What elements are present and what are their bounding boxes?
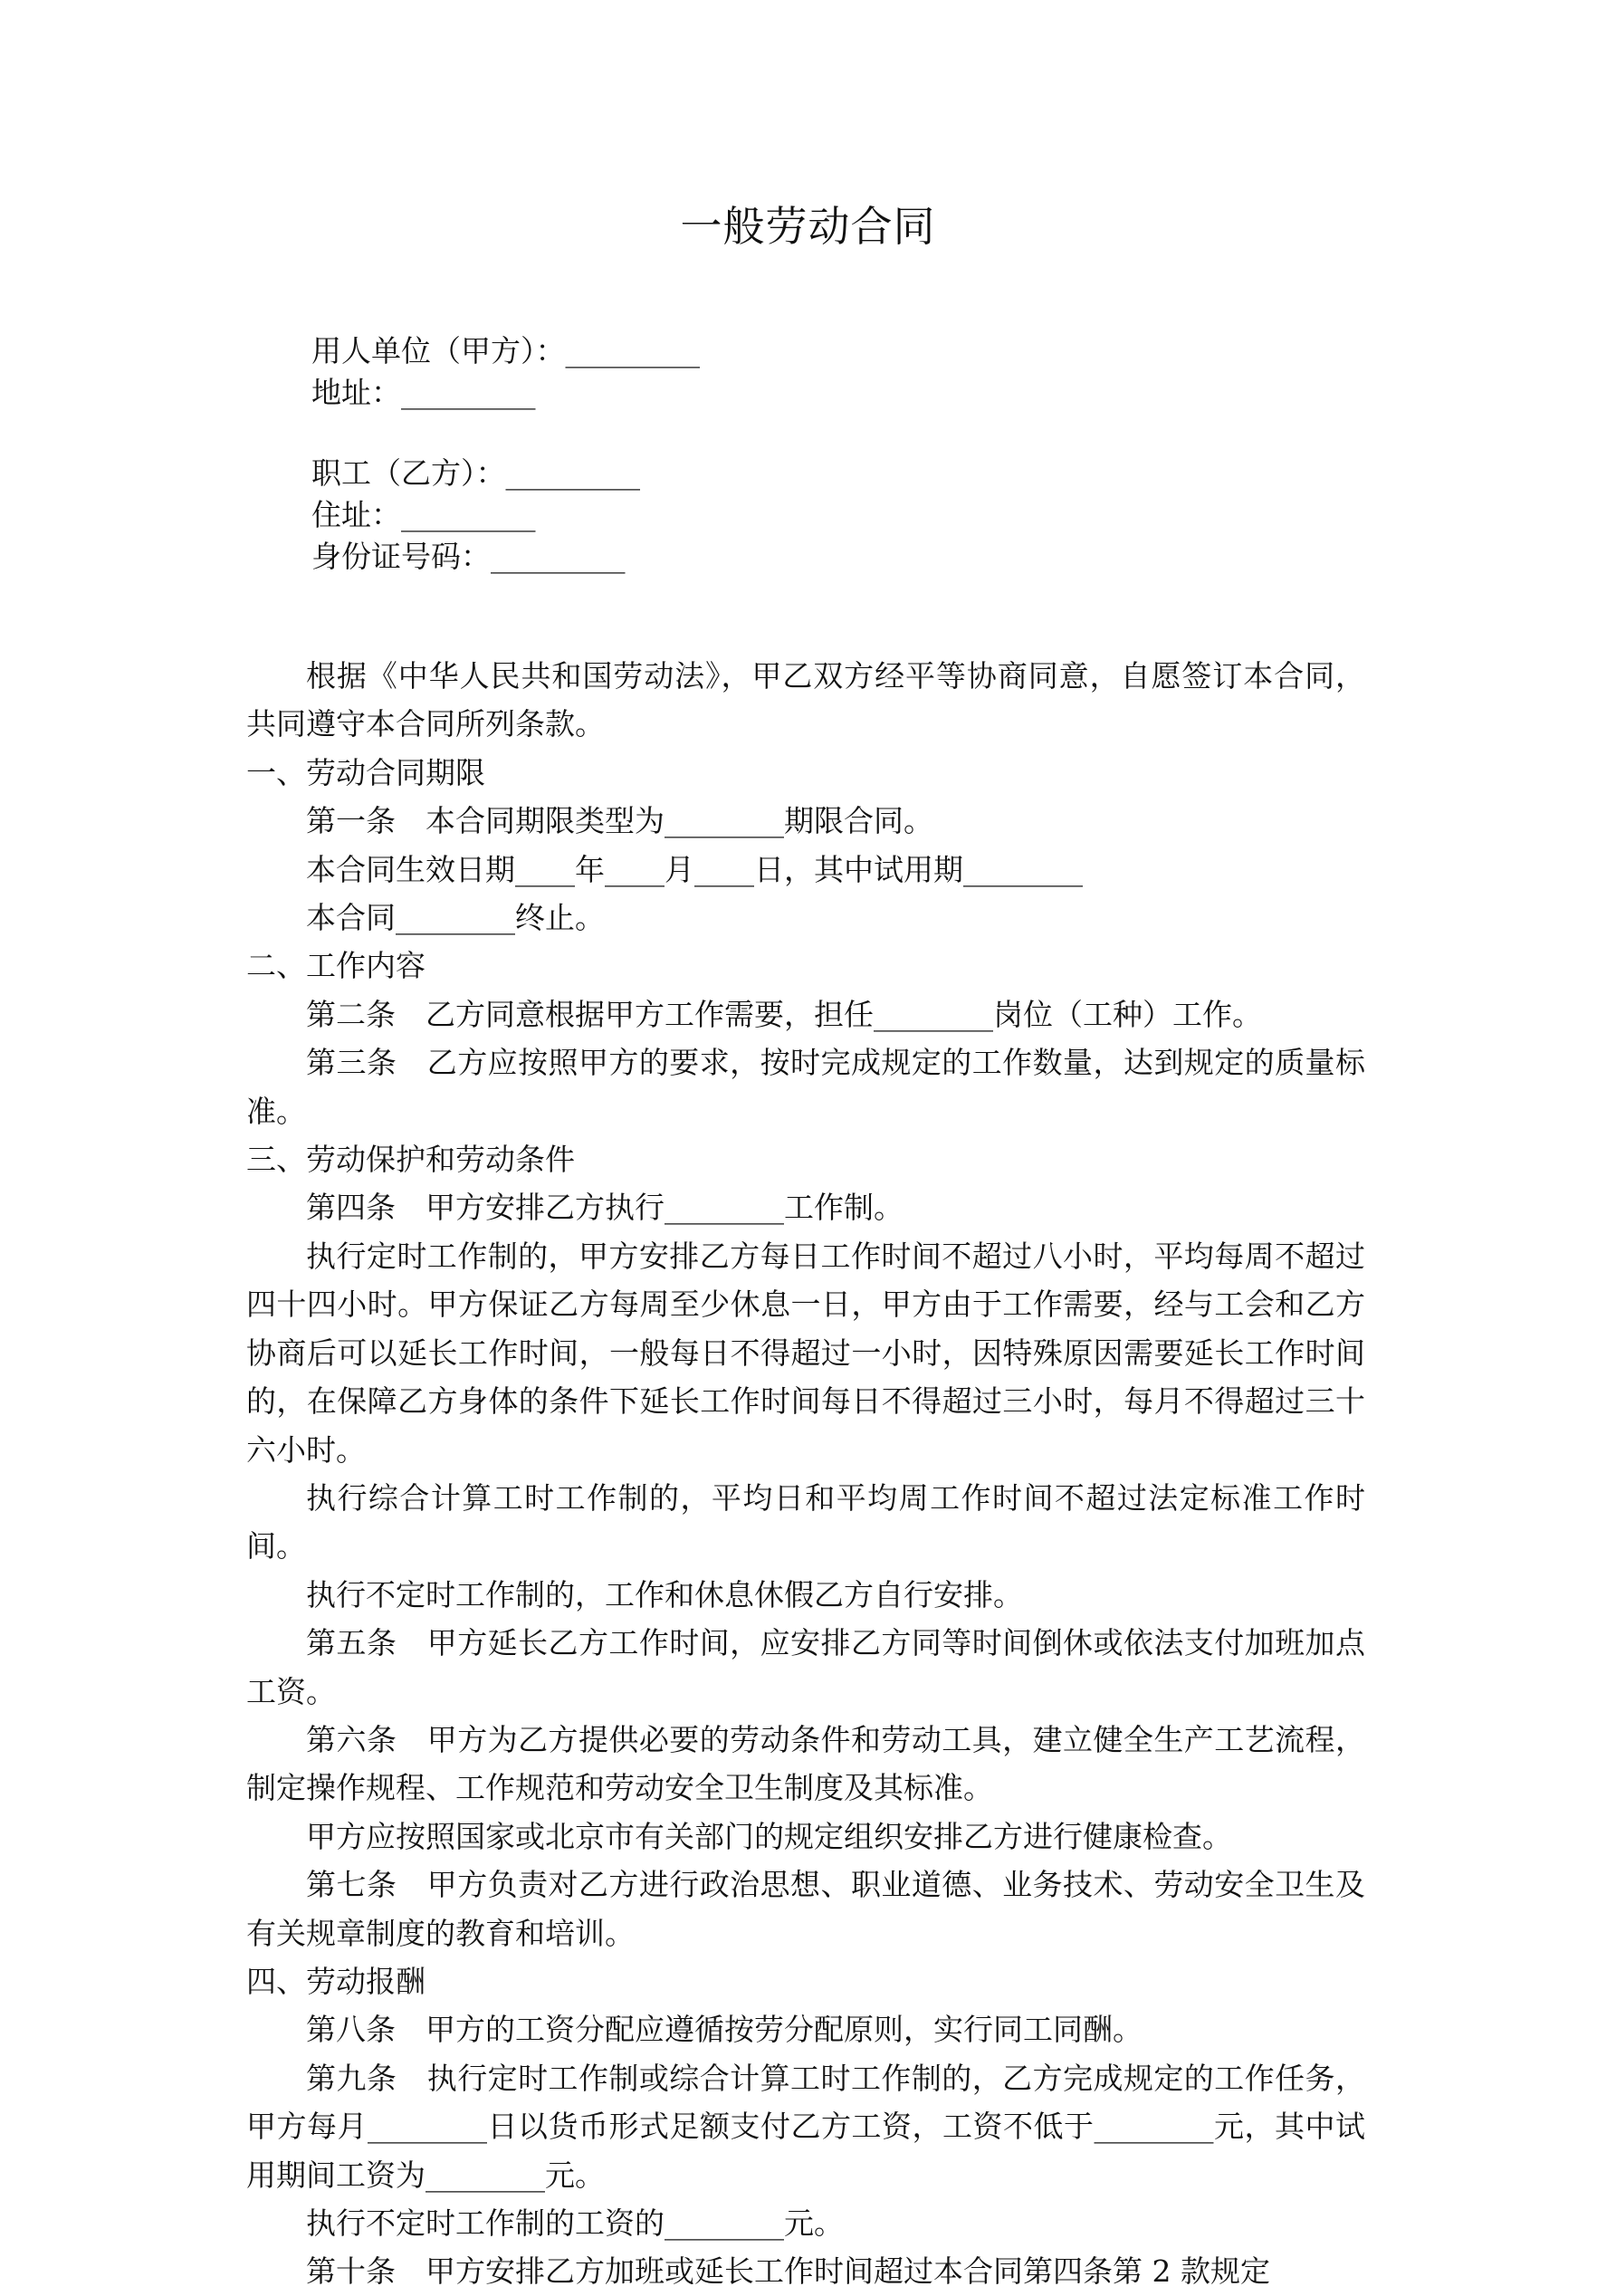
- section-heading-labor-protection: 三、劳动保护和劳动条件: [246, 1142, 575, 1178]
- employee-address-line: 住址：_________: [311, 497, 536, 532]
- article-3: 第三条 乙方应按照甲方的要求，按时完成规定的工作数量，达到规定的质量标准。: [246, 1045, 1365, 1129]
- article-5: 第五条 甲方延长乙方工作时间，应安排乙方同等时间倒休或依法支付加班加点工资。: [246, 1625, 1365, 1709]
- article-8: 第八条 甲方的工资分配应遵循按劳分配原则，实行同工同酬。: [306, 2012, 1143, 2048]
- termination-paragraph: 本合同________终止。: [306, 900, 605, 936]
- article-4: 第四条 甲方安排乙方执行________工作制。: [306, 1190, 904, 1226]
- fixed-hours-paragraph: 执行定时工作制的，甲方安排乙方每日工作时间不超过八小时，平均每周不超过四十四小时。甲方保证乙方每周至少休息一日，甲方由于工作需要，经与工会和乙方协商后可以延长工作时间，一般每日不得超过一小时，因特殊原因需要延长工作时间的，在保障乙方身体的条件下延长工作时间每日不得超过三小时，每月不得超过三十六小时。: [246, 1238, 1365, 1468]
- document-title: 一般劳动合同: [680, 202, 936, 251]
- article-9: 第九条 执行定时工作制或综合计算工时工作制的，乙方完成规定的工作任务，甲方每月________日以货币形式足额支付乙方工资，工资不低于________元，其中试用期间工资为________元。: [246, 2060, 1365, 2193]
- flexible-hours-paragraph: 执行不定时工作制的，工作和休息休假乙方自行安排。: [306, 1576, 1023, 1612]
- comprehensive-hours-paragraph: 执行综合计算工时工作制的，平均日和平均周工作时间不超过法定标准工作时间。: [246, 1479, 1365, 1564]
- employer-name-line: 用人单位（甲方）：_________: [311, 333, 700, 368]
- article-1: 第一条 本合同期限类型为________期限合同。: [306, 803, 933, 839]
- employee-name-line: 职工（乙方）：_________: [311, 455, 640, 491]
- effective-date-paragraph: 本合同生效日期____年____月____日，其中试用期________: [306, 851, 1083, 887]
- employee-id-line: 身份证号码：_________: [311, 539, 626, 574]
- article-7: 第七条 甲方负责对乙方进行政治思想、职业道德、业务技术、劳动安全卫生及有关规章制度的教育和培训。: [246, 1867, 1365, 1951]
- contract-body: [246, 652, 1365, 2296]
- flexible-wage-paragraph: 执行不定时工作制的工资的________元。: [306, 2205, 844, 2241]
- employer-address-line: 地址：_________: [311, 375, 536, 410]
- article-10: 第十条 甲方安排乙方加班或延长工作时间超过本合同第四条第 2 款规定: [306, 2253, 1270, 2290]
- section-heading-work-content: 二、工作内容: [246, 948, 426, 984]
- health-check-paragraph: 甲方应按照国家或北京市有关部门的规定组织安排乙方进行健康检查。: [306, 1818, 1232, 1854]
- article-2: 第二条 乙方同意根据甲方工作需要，担任________岗位（工种）工作。: [306, 996, 1262, 1032]
- employer-info: [311, 330, 700, 414]
- article-6: 第六条 甲方为乙方提供必要的劳动条件和劳动工具，建立健全生产工艺流程，制定操作规程、工作规范和劳动安全卫生制度及其标准。: [246, 1721, 1365, 1806]
- employee-info: [311, 453, 640, 578]
- preamble-paragraph: 根据《中华人民共和国劳动法》，甲乙双方经平等协商同意，自愿签订本合同，共同遵守本合同所列条款。: [246, 658, 1365, 742]
- section-heading-term: 一、劳动合同期限: [246, 754, 485, 790]
- section-heading-remuneration: 四、劳动报酬: [246, 1963, 426, 1999]
